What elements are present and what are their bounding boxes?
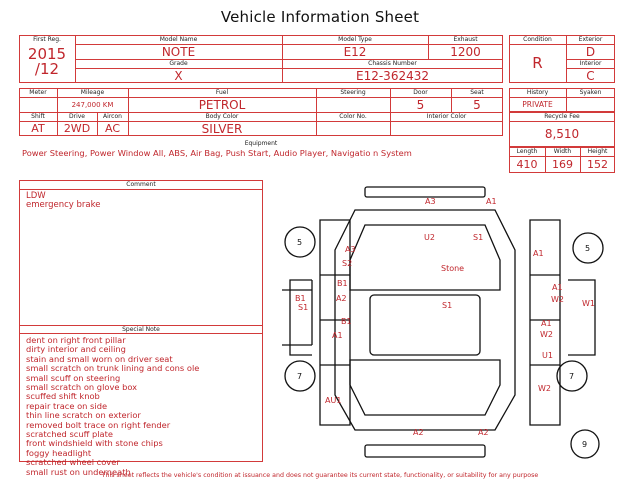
seat-value: 5 xyxy=(473,98,481,112)
note-line: removed bolt trace on right fender xyxy=(26,419,171,430)
note-line: scuffed shift knob xyxy=(26,391,100,402)
mark-a1-top: A1 xyxy=(486,197,497,206)
interior-label: Interior xyxy=(579,60,602,67)
height-label: Height xyxy=(587,148,608,155)
mark-b1-left: B1 xyxy=(337,279,348,288)
shift-label: Shift xyxy=(31,113,45,120)
mark-s1-side: S1 xyxy=(298,303,309,312)
condition-value: R xyxy=(532,54,543,72)
fuel-value: PETROL xyxy=(198,98,246,112)
width-label: Width xyxy=(553,148,572,155)
grade-label: Grade xyxy=(169,60,188,67)
mark-s1-top: S1 xyxy=(473,233,484,242)
comment-list xyxy=(26,192,258,211)
steering-label: Steering xyxy=(340,89,366,96)
wheel-label-rr: 7 xyxy=(569,372,575,381)
syaken-label: Syaken xyxy=(579,89,602,96)
height-value: 152 xyxy=(587,158,608,171)
interior-color-label: Interior Color xyxy=(426,113,467,120)
exterior-label: Exterior xyxy=(578,36,603,43)
mark-a3-left: A3 xyxy=(345,245,356,254)
body-color-label: Body Color xyxy=(205,113,239,120)
recycle-fee-value: 8,510 xyxy=(544,127,580,141)
exterior-value: D xyxy=(585,45,596,59)
model-name-label: Model Name xyxy=(159,36,198,43)
model-type-label: Model Type xyxy=(338,36,372,43)
disclaimer-footer: This sheet reflects the vehicle's condition at issuance and does not guarantee its current state, functionality, or suitability for any purpose xyxy=(101,472,539,479)
mark-a1-r3: A1 xyxy=(541,319,552,328)
door-value: 5 xyxy=(416,98,425,112)
chassis-label: Chassis Number xyxy=(368,60,417,67)
aircon-label: Aircon xyxy=(103,113,122,120)
condition-label: Condition xyxy=(523,36,552,43)
wheel-label-rl: 7 xyxy=(297,372,303,381)
mark-w2-r2: W2 xyxy=(540,330,553,339)
note-line: small scuff on steering xyxy=(26,372,121,383)
color-no-label: Color No. xyxy=(339,113,367,120)
mark-a1-right: A1 xyxy=(533,249,544,258)
model-name-value: NOTE xyxy=(161,45,196,59)
mark-w2-r: W2 xyxy=(551,295,564,304)
note-line: thin line scratch on exterior xyxy=(26,410,141,421)
mark-w1-r: W1 xyxy=(582,299,595,308)
length-label: Length xyxy=(516,148,538,155)
mark-a2-b1: A2 xyxy=(413,428,424,437)
chassis-value: E12-362432 xyxy=(356,69,429,83)
mark-a1-r2: A1 xyxy=(552,283,563,292)
fuel-label: Fuel xyxy=(215,89,229,96)
note-line: stain and small worn on driver seat xyxy=(26,353,173,364)
mark-stone: Stone xyxy=(441,264,465,273)
mark-a1-l: A1 xyxy=(332,331,343,340)
length-value: 410 xyxy=(516,158,538,171)
mileage-value: 247,000 KM xyxy=(71,101,114,109)
seat-label: Seat xyxy=(470,89,484,96)
drive-value: 2WD xyxy=(63,122,91,135)
exhaust-value: 1200 xyxy=(450,45,481,59)
mark-a3-top: A3 xyxy=(425,197,436,206)
wheel-label-spare: 9 xyxy=(582,440,588,449)
special-note-label: Special Note xyxy=(122,326,160,333)
mark-a2-b2: A2 xyxy=(478,428,489,437)
interior-value: C xyxy=(586,69,595,83)
mark-s2: S2 xyxy=(342,259,353,268)
mark-au1: AU1 xyxy=(325,396,342,405)
door-label: Door xyxy=(413,89,428,96)
first-reg-label: First Reg. xyxy=(33,36,61,43)
note-line: front windshield with stone chips xyxy=(26,438,163,449)
mark-b1-l2: B1 xyxy=(341,317,352,326)
note-line: repair trace on side xyxy=(26,400,108,411)
equipment-label: Equipment xyxy=(244,140,278,147)
wheel-label-fr: 5 xyxy=(585,244,591,253)
comment-line: emergency brake xyxy=(26,200,101,211)
equipment-text: Power Steering, Power Window All, ABS, Air Bag, Push Start, Audio Player, Navigatio n System xyxy=(22,148,412,158)
mark-w2-r3: W2 xyxy=(538,384,551,393)
mark-b1-side: B1 xyxy=(295,294,306,303)
comment-label: Comment xyxy=(126,181,156,188)
history-value: PRIVATE xyxy=(522,100,553,109)
note-line: scratched scuff plate xyxy=(26,429,113,440)
width-value: 169 xyxy=(552,158,573,171)
note-line: dent on right front pillar xyxy=(26,335,126,345)
drive-label: Drive xyxy=(69,113,85,120)
car-damage-diagram xyxy=(270,180,615,465)
exhaust-label: Exhaust xyxy=(453,36,478,43)
mark-u1: U1 xyxy=(542,351,553,360)
note-line: small rust on underneath xyxy=(26,466,131,477)
mark-s1-mid: S1 xyxy=(442,301,453,310)
model-type-value: E12 xyxy=(343,45,367,59)
special-note-list xyxy=(26,336,260,477)
recycle-fee-label: Recycle Fee xyxy=(544,113,580,120)
note-line: foggy headlight xyxy=(26,447,92,458)
grade-value: X xyxy=(174,69,183,83)
note-line: small scratch on glove box xyxy=(26,382,138,393)
note-line: small scratch on trunk lining and cons ole xyxy=(26,363,200,374)
mileage-label: Mileage xyxy=(80,89,105,96)
body-color-value: SILVER xyxy=(201,122,243,136)
mark-a2-left: A2 xyxy=(336,294,347,303)
mark-u2: U2 xyxy=(424,233,435,242)
note-line: scratched wheel cover xyxy=(26,457,120,468)
aircon-value: AC xyxy=(104,122,120,135)
wheel-label-fl: 5 xyxy=(297,238,303,247)
page-title: Vehicle Information Sheet xyxy=(220,8,420,26)
first-reg-value: 2015 /12 xyxy=(27,45,67,78)
history-label: History xyxy=(526,89,549,96)
comment-line: LDW xyxy=(26,191,46,201)
note-line: dirty interior and ceiling xyxy=(26,344,126,355)
meter-label: Meter xyxy=(29,89,47,96)
shift-value: AT xyxy=(31,122,45,135)
